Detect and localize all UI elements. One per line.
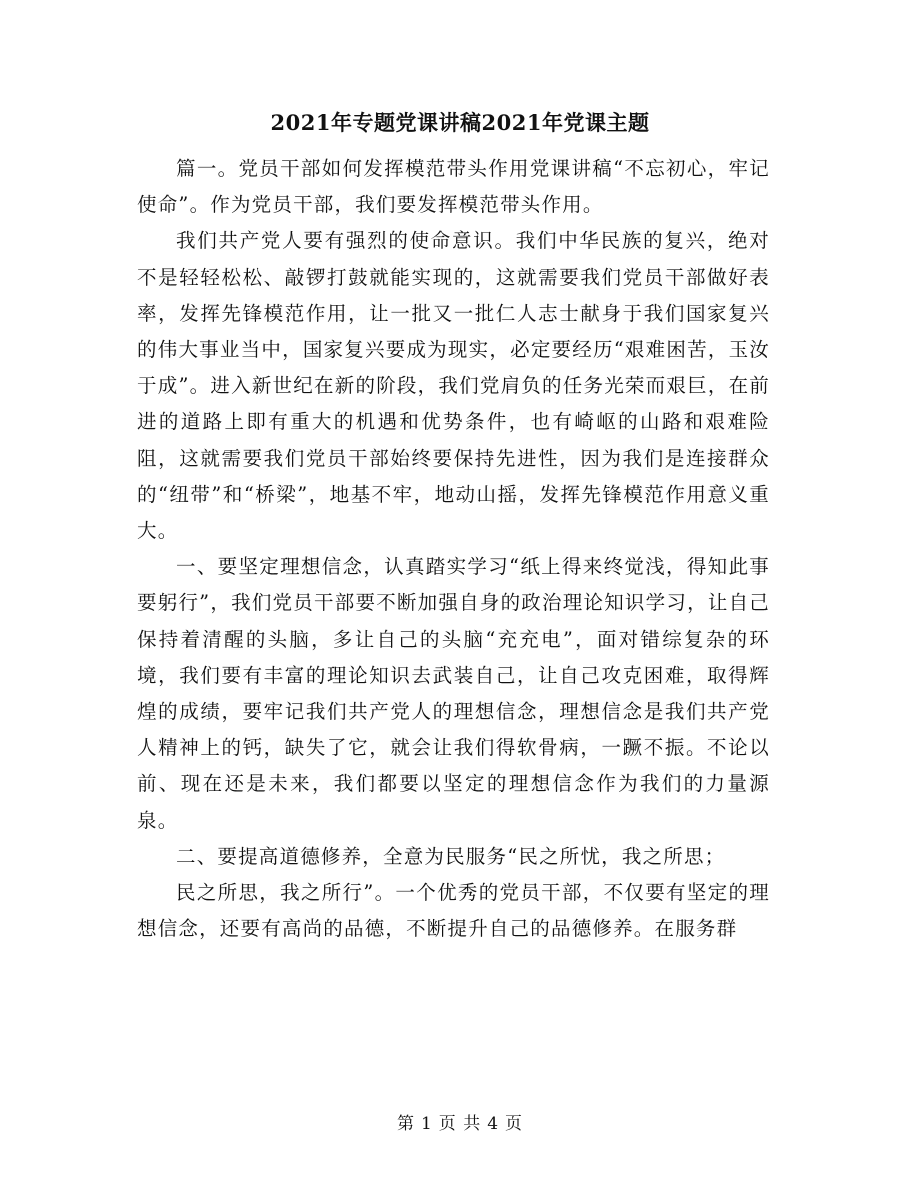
paragraph-3: 一、要坚定理想信念，认真踏实学习“纸上得来终觉浅，得知此事要躬行”，我们党员干部要不断加强自身的政治理论知识学习，让自己保持着清醒的头脑，多让自己的头脑“充充电”，面对错综复杂的环境，我们要有丰富的理论知识去武装自己，让自己攻克困难，取得辉煌的成绩，要牢记我们共产党人的理想信念，理想信念是我们共产党人精神上的钙，缺失了它，就会让我们得软骨病，一蹶不振。不论以前、现在还是未来，我们都要以坚定的理想信念作为我们的力量源泉。 (137, 555, 770, 832)
document-title: 2021年专题党课讲稿2021年党课主题 (270, 110, 650, 135)
footer-suffix: 页 (505, 1114, 524, 1134)
footer-prefix: 第 (396, 1114, 415, 1134)
paragraph-5: 民之所思，我之所行”。一个优秀的党员干部，不仅要有坚定的理想信念，还要有高尚的品德，不断提升自己的品德修养。在服务群 (137, 881, 770, 941)
paragraph-1: 篇一。党员干部如何发挥模范带头作用党课讲稿“不忘初心，牢记使命”。作为党员干部，我们要发挥模范带头作用。 (137, 157, 770, 217)
footer-page-number: 1 (420, 1114, 433, 1134)
document-body (137, 151, 770, 947)
footer-total-pages: 4 (487, 1114, 500, 1134)
paragraph-4: 二、要提高道德修养，全意为民服务“民之所忧，我之所思； (176, 844, 726, 868)
page-footer (0, 1112, 920, 1136)
footer-middle: 页 共 (438, 1114, 482, 1134)
paragraph-2: 我们共产党人要有强烈的使命意识。我们中华民族的复兴，绝对不是轻轻松松、敲锣打鼓就能实现的，这就需要我们党员干部做好表率，发挥先锋模范作用，让一批又一批仁人志士献身于我们国家复兴的伟大事业当中，国家复兴要成为现实，必定要经历“艰难困苦，玉汝于成”。进入新世纪在新的阶段，我们党肩负的任务光荣而艰巨，在前进的道路上即有重大的机遇和优势条件，也有崎岖的山路和艰难险阻，这就需要我们党员干部始终要保持先进性，因为我们是连接群众的“纽带”和“桥梁”，地基不牢，地动山摇，发挥先锋模范作用意义重大。 (137, 229, 770, 543)
